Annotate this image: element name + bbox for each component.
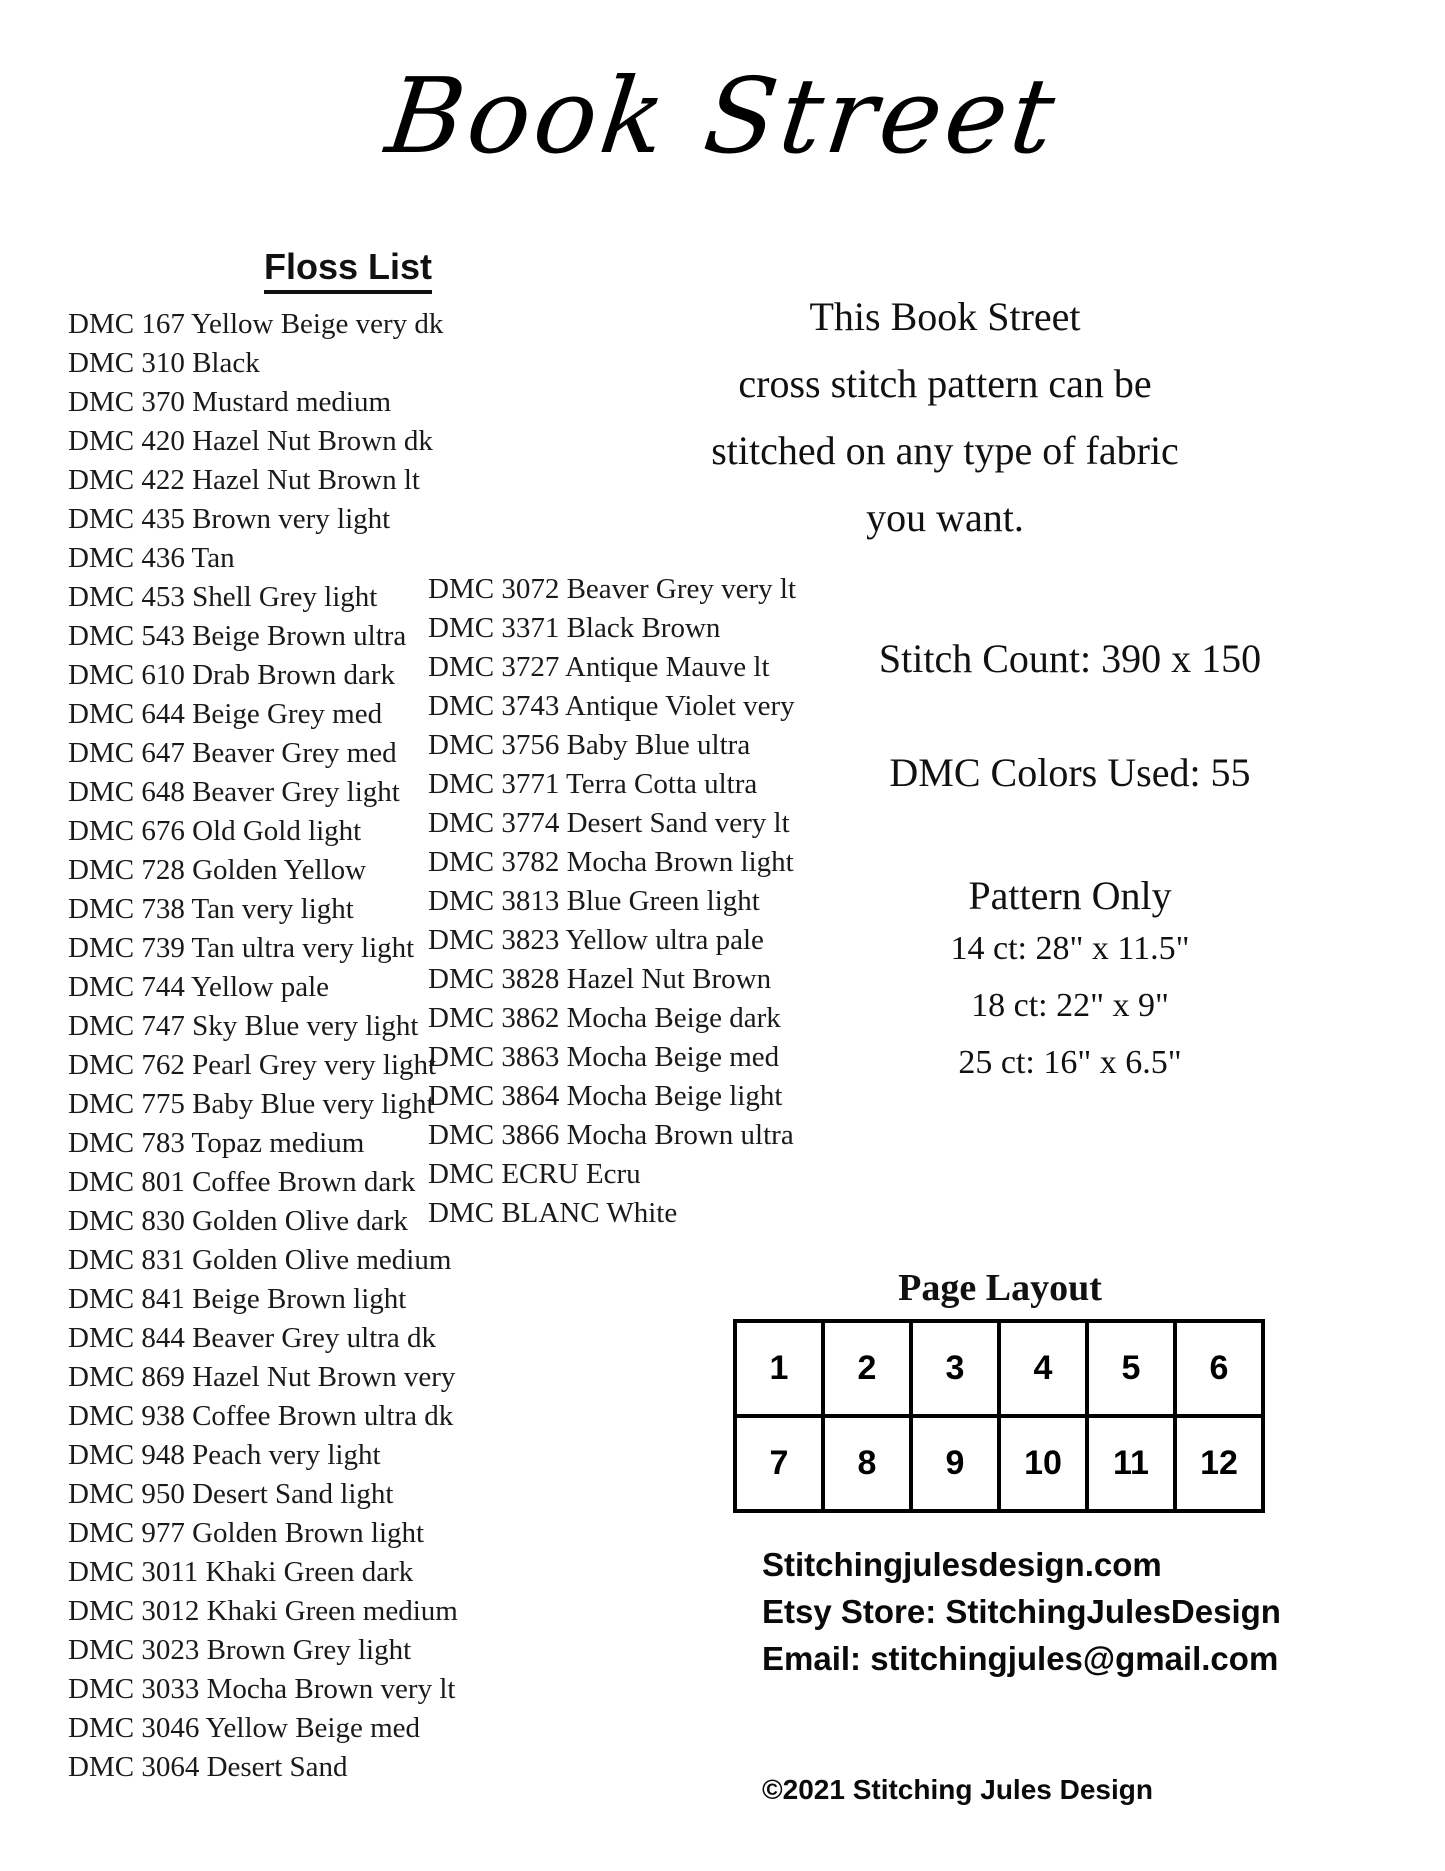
email-text: Email: stitchingjules@gmail.com <box>762 1640 1279 1677</box>
page-layout-row-1 <box>737 1323 1261 1414</box>
floss-item: DMC 370 Mustard medium <box>68 386 392 418</box>
size-option: 18 ct: 22" x 9" <box>971 987 1169 1024</box>
layout-cell: 2 <box>821 1323 909 1414</box>
layout-cell: 10 <box>997 1418 1085 1509</box>
floss-item: DMC 420 Hazel Nut Brown dk <box>68 425 433 457</box>
floss-item: DMC 744 Yellow pale <box>68 971 330 1003</box>
layout-cell: 11 <box>1085 1418 1173 1509</box>
floss-item: DMC 762 Pearl Grey very light <box>68 1049 437 1081</box>
floss-list-heading: Floss List <box>264 246 432 294</box>
page-title: Book Street <box>380 55 1065 177</box>
floss-item: DMC 783 Topaz medium <box>68 1127 365 1159</box>
floss-item: DMC 3743 Antique Violet very <box>428 690 795 722</box>
floss-item: DMC 3823 Yellow ultra pale <box>428 924 764 956</box>
floss-item: DMC 3023 Brown Grey light <box>68 1634 412 1666</box>
floss-item: DMC 644 Beige Grey med <box>68 698 383 730</box>
floss-item: DMC 3828 Hazel Nut Brown <box>428 963 772 995</box>
floss-item: DMC 3727 Antique Mauve lt <box>428 651 770 683</box>
floss-item: DMC 3862 Mocha Beige dark <box>428 1002 781 1034</box>
floss-list-column-1 <box>68 305 458 1787</box>
floss-item: DMC 3012 Khaki Green medium <box>68 1595 458 1627</box>
floss-item: DMC 3771 Terra Cotta ultra <box>428 768 758 800</box>
layout-cell: 3 <box>909 1323 997 1414</box>
layout-cell: 12 <box>1173 1418 1261 1509</box>
website-text: Stitchingjulesdesign.com <box>762 1546 1162 1583</box>
floss-item: DMC 948 Peach very light <box>68 1439 381 1471</box>
floss-item: DMC 728 Golden Yellow <box>68 854 367 886</box>
floss-item: DMC 938 Coffee Brown ultra dk <box>68 1400 454 1432</box>
description-line: stitched on any type of fabric <box>711 428 1179 473</box>
etsy-store-text: Etsy Store: StitchingJulesDesign <box>762 1593 1281 1630</box>
colors-used: DMC Colors Used: 55 <box>889 750 1251 795</box>
layout-cell: 7 <box>769 1444 789 1482</box>
floss-item: DMC 3774 Desert Sand very lt <box>428 807 790 839</box>
floss-item: DMC 831 Golden Olive medium <box>68 1244 452 1276</box>
floss-item: DMC 436 Tan <box>68 542 235 574</box>
stitch-count: Stitch Count: 390 x 150 <box>878 636 1262 681</box>
layout-cell: 8 <box>821 1418 909 1509</box>
floss-list-column-2 <box>428 570 796 1233</box>
floss-item: DMC 869 Hazel Nut Brown very <box>68 1361 456 1393</box>
floss-item: DMC 3011 Khaki Green dark <box>68 1556 414 1588</box>
pattern-only-label: Pattern Only <box>968 873 1172 918</box>
floss-item: DMC 543 Beige Brown ultra <box>68 620 407 652</box>
floss-item: DMC 3371 Black Brown <box>428 612 721 644</box>
floss-item: DMC 167 Yellow Beige very dk <box>68 308 444 340</box>
floss-item: DMC 453 Shell Grey light <box>68 581 378 613</box>
page-layout-row-2 <box>737 1414 1261 1509</box>
floss-item: DMC 310 Black <box>68 347 260 379</box>
floss-item: DMC 3072 Beaver Grey very lt <box>428 573 797 605</box>
contact-block <box>762 1541 1281 1682</box>
floss-item: DMC 844 Beaver Grey ultra dk <box>68 1322 437 1354</box>
floss-item: DMC 422 Hazel Nut Brown lt <box>68 464 420 496</box>
floss-item: DMC 3863 Mocha Beige med <box>428 1041 780 1073</box>
description-line: cross stitch pattern can be <box>738 361 1152 406</box>
floss-item: DMC 3033 Mocha Brown very lt <box>68 1673 456 1705</box>
size-option: 14 ct: 28" x 11.5" <box>950 930 1190 967</box>
layout-cell: 4 <box>997 1323 1085 1414</box>
floss-item: DMC 648 Beaver Grey light <box>68 776 400 808</box>
floss-item: DMC 841 Beige Brown light <box>68 1283 407 1315</box>
floss-item: DMC 435 Brown very light <box>68 503 391 535</box>
size-options <box>820 920 1320 1091</box>
floss-item: DMC ECRU Ecru <box>428 1158 641 1190</box>
floss-item: DMC 738 Tan very light <box>68 893 354 925</box>
floss-item: DMC 676 Old Gold light <box>68 815 362 847</box>
description-line: you want. <box>866 495 1024 540</box>
layout-cell: 6 <box>1173 1323 1261 1414</box>
size-option: 25 ct: 16" x 6.5" <box>958 1044 1182 1081</box>
floss-item: DMC 801 Coffee Brown dark <box>68 1166 416 1198</box>
floss-item: DMC 3866 Mocha Brown ultra <box>428 1119 794 1151</box>
page-layout-table <box>733 1319 1265 1513</box>
floss-item: DMC 610 Drab Brown dark <box>68 659 396 691</box>
layout-cell: 9 <box>909 1418 997 1509</box>
floss-item: DMC 3864 Mocha Beige light <box>428 1080 783 1112</box>
floss-item: DMC 3782 Mocha Brown light <box>428 846 794 878</box>
floss-item: DMC 3064 Desert Sand <box>68 1751 348 1783</box>
layout-cell: 1 <box>769 1349 789 1387</box>
floss-item: DMC 647 Beaver Grey med <box>68 737 397 769</box>
floss-item: DMC 830 Golden Olive dark <box>68 1205 408 1237</box>
floss-item: DMC 747 Sky Blue very light <box>68 1010 419 1042</box>
description-line: This Book Street <box>809 294 1081 339</box>
floss-item: DMC 3813 Blue Green light <box>428 885 760 917</box>
floss-item: DMC 3756 Baby Blue ultra <box>428 729 751 761</box>
floss-item: DMC 977 Golden Brown light <box>68 1517 425 1549</box>
floss-item: DMC 950 Desert Sand light <box>68 1478 394 1510</box>
layout-cell: 5 <box>1085 1323 1173 1414</box>
floss-item: DMC 739 Tan ultra very light <box>68 932 415 964</box>
floss-item: DMC BLANC White <box>428 1197 678 1229</box>
floss-item: DMC 3046 Yellow Beige med <box>68 1712 421 1744</box>
page-layout-heading: Page Layout <box>898 1267 1102 1309</box>
description-paragraph <box>695 283 1195 551</box>
copyright-notice: ©2021 Stitching Jules Design <box>762 1774 1153 1805</box>
floss-item: DMC 775 Baby Blue very light <box>68 1088 435 1120</box>
